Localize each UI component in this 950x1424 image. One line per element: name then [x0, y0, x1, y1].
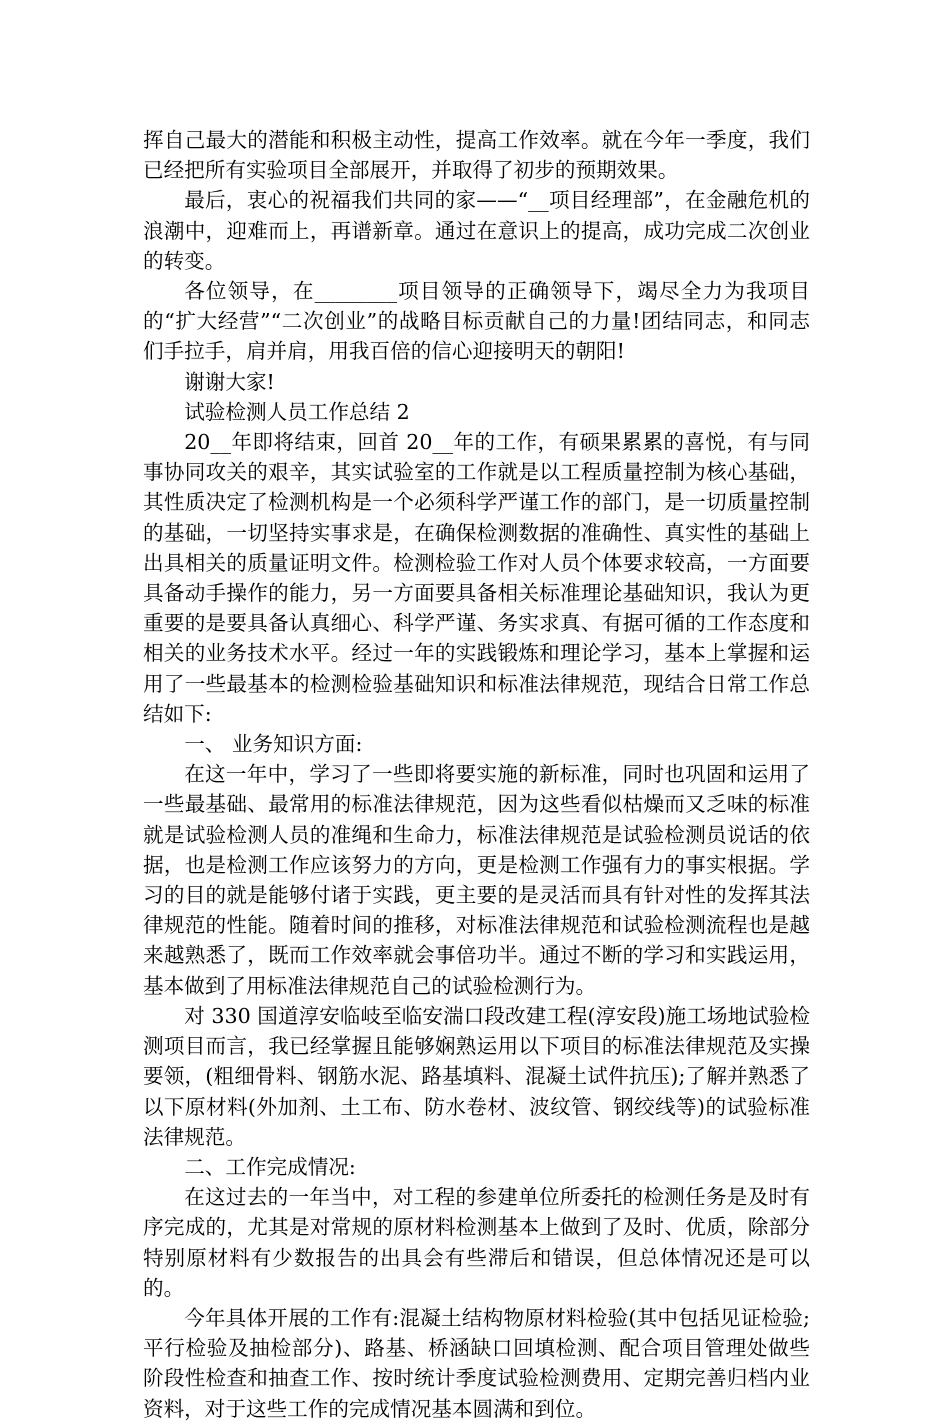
paragraph-tasks: 今年具体开展的工作有:混凝土结构物原材料检验(其中包括见证检验;平行检验及抽检部分)、路基、桥涵缺口回填检测、配合项目管理处做些阶段性检查和抽查工作、按时统计季度试验检测费用、定期完善归档内业资料，对于这些工作的完成情况基本圆满和到位。 [143, 1305, 810, 1421]
heading-work-completion: 二、工作完成情况: [184, 1154, 356, 1179]
paragraph-completion: 在这过去的一年当中，对工程的参建单位所委托的检测任务是及时有序完成的，尤其是对常规的原材料检测基本上做到了及时、优质，除部分特别原材料有少数报告的出具会有些滞后和错误，但总体情况还是可以的。 [143, 1185, 810, 1300]
section-title: 试验检测人员工作总结 2 [184, 399, 410, 424]
heading-business-knowledge: 一、 业务知识方面: [184, 732, 363, 757]
paragraph-continuation: 挥自己最大的潜能和积极主动性，提高工作效率。就在今年一季度，我们已经把所有实验项目全部展开，并取得了初步的预期效果。 [143, 128, 810, 183]
paragraph-study: 在这一年中，学习了一些即将要实施的新标准，同时也巩固和运用了一些最基础、最常用的标准法律规范，因为这些看似枯燥而又乏味的标准就是试验检测人员的准绳和生命力，标准法律规范是试验检测员说话的依据，也是检测工作应该努力的方向，更是检测工作强有力的事实根据。学习的目的就是能够付诸于实践，更主要的是灵活而具有针对性的发挥其法律规范的性能。随着时间的推移，对标准法律规范和试验检测流程也是越来越熟悉了，既而工作效率就会事倍功半。通过不断的学习和实践运用，基本做到了用标准法律规范自己的试验检测行为。 [143, 762, 810, 998]
paragraph-thanks: 谢谢大家! [184, 369, 275, 394]
document-page [143, 125, 810, 1424]
paragraph-project: 对 330 国道淳安临岐至临安湍口段改建工程(淳安段)施工场地试验检测项目而言，我已经掌握且能够娴熟运用以下项目的标准法律规范及实操要领，(粗细骨料、钢筋水泥、路基填料、混凝土试件抗压);了解并熟悉了以下原材料(外加剂、土工布、防水卷材、波纹管、钢绞线等)的试验标准法律规范。 [143, 1003, 810, 1149]
paragraph-intro: 20__年即将结束，回首 20__年的工作，有硕果累累的喜悦，有与同事协同攻关的艰辛，其实试验室的工作就是以工程质量控制为核心基础，其性质决定了检测机构是一个必须科学严谨工作的部门，是一切质量控制的基础，一切坚持实事求是，在确保检测数据的准确性、真实性的基础上出具相关的质量证明文件。检测检验工作对人员个体要求较高，一方面要具备动手操作的能力，另一方面要具备相关标准理论基础知识，我认为更重要的是要具备认真细心、科学严谨、务实求真、有据可循的工作态度和相关的业务技术水平。经过一年的实践锻炼和理论学习，基本上掌握和运用了一些最基本的检测检验基础知识和标准法律规范，现结合日常工作总结如下: [143, 430, 810, 726]
paragraph-blessing: 最后，衷心的祝福我们共同的家——“__项目经理部”，在金融危机的浪潮中，迎难而上，再谱新章。通过在意识上的提高，成功完成二次创业的转变。 [143, 188, 810, 273]
paragraph-leaders: 各位领导，在________项目领导的正确领导下，竭尽全力为我项目的“扩大经营”“二次创业”的战略目标贡献自己的力量!团结同志，和同志们手拉手，肩并肩，用我百倍的信心迎接明天的朝阳! [143, 279, 810, 364]
